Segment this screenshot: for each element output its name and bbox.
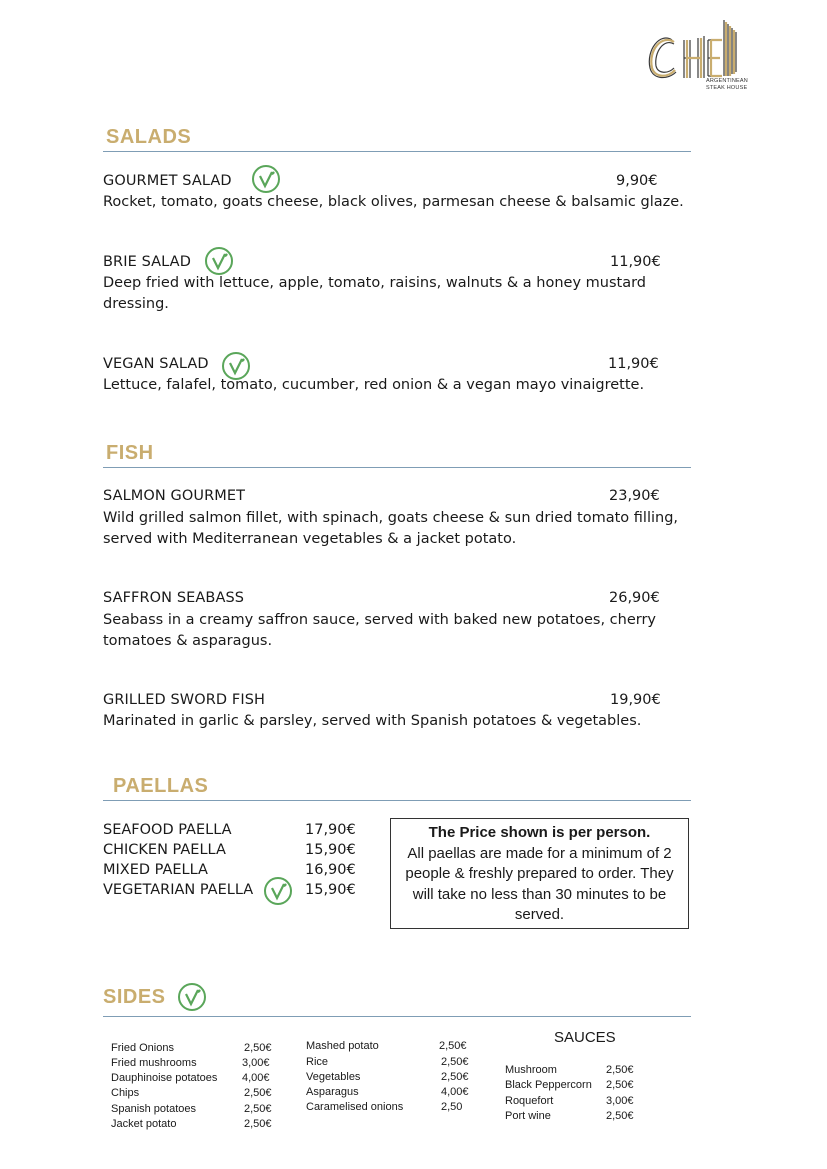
- sauce-price: 2,50€: [606, 1110, 634, 1122]
- side-name: Spanish potatoes: [111, 1103, 197, 1115]
- logo-subtitle: [706, 78, 748, 92]
- paella-notice-heading: The Price shown is per person.: [428, 824, 651, 841]
- section-title-paellas: PAELLAS: [113, 775, 209, 797]
- section-divider: [103, 1016, 691, 1017]
- sauce-price: 3,00€: [606, 1095, 634, 1107]
- sauces-title: SAUCES: [554, 1029, 616, 1046]
- menu-item-name: SALMON GOURMET: [103, 488, 246, 504]
- menu-item-price: 26,90€: [609, 590, 660, 606]
- paella-name: SEAFOOD PAELLA: [103, 822, 232, 838]
- menu-item-price: 11,90€: [608, 356, 659, 372]
- side-price: 2,50€: [244, 1103, 272, 1115]
- paella-name: CHICKEN PAELLA: [103, 842, 226, 858]
- paella-name: MIXED PAELLA: [103, 862, 208, 878]
- menu-item-description: Marinated in garlic & parsley, served with Spanish potatoes & vegetables.: [103, 713, 642, 729]
- menu-item-name: BRIE SALAD: [103, 254, 191, 270]
- sauce-name: Mushroom: [505, 1064, 557, 1076]
- section-divider: [103, 800, 691, 801]
- side-price: 4,00€: [441, 1086, 469, 1098]
- paella-price: 17,90€: [305, 822, 356, 838]
- side-price: 4,00€: [242, 1072, 270, 1084]
- sauce-price: 2,50€: [606, 1064, 634, 1076]
- menu-item-description: Rocket, tomato, goats cheese, black olives, parmesan cheese & balsamic glaze.: [103, 194, 684, 210]
- section-title-fish: FISH: [106, 442, 154, 464]
- paella-name: VEGETARIAN PAELLA: [103, 882, 254, 898]
- menu-item-description: Deep fried with lettuce, apple, tomato, raisins, walnuts & a honey mustard dressing.: [103, 275, 646, 312]
- side-name: Rice: [306, 1056, 329, 1068]
- side-name: Vegetables: [306, 1071, 361, 1083]
- paella-price: 16,90€: [305, 862, 356, 878]
- side-name: Chips: [111, 1087, 140, 1099]
- paella-price: 15,90€: [305, 882, 356, 898]
- menu-item-name: VEGAN SALAD: [103, 356, 209, 372]
- side-name: Mashed potato: [306, 1040, 379, 1052]
- logo-subtitle-line2: STEAK HOUSE: [706, 85, 748, 91]
- side-price: 2,50€: [439, 1040, 467, 1052]
- menu-item-price: 11,90€: [610, 254, 661, 270]
- side-price: 2,50€: [441, 1071, 469, 1083]
- menu-item-name: GRILLED SWORD FISH: [103, 692, 266, 708]
- paella-notice-box: [390, 818, 689, 929]
- sauce-name: Port wine: [505, 1110, 551, 1122]
- side-price: 2,50€: [244, 1042, 272, 1054]
- side-price: 2,50€: [244, 1087, 272, 1099]
- side-price: 3,00€: [242, 1057, 270, 1069]
- side-price: 2,50€: [441, 1056, 469, 1068]
- sauce-name: Black Peppercorn: [505, 1079, 592, 1091]
- side-name: Asparagus: [306, 1086, 359, 1098]
- vegetarian-icon: [204, 246, 234, 276]
- menu-item-description: Seabass in a creamy saffron sauce, served with baked new potatoes, cherry tomatoes & asparagus.: [103, 612, 656, 649]
- menu-item-price: 9,90€: [616, 173, 658, 189]
- side-price: 2,50: [441, 1101, 463, 1113]
- menu-item-description: Wild grilled salmon fillet, with spinach, goats cheese & sun dried tomato filling, served with Mediterranean vegetables & a jacket potato.: [103, 510, 679, 547]
- paella-notice-text: All paellas are made for a minimum of 2 people & freshly prepared to order. They will take no less than 30 minutes to be served.: [405, 844, 674, 923]
- paella-price: 15,90€: [305, 842, 356, 858]
- section-title-sides: SIDES: [103, 986, 166, 1008]
- menu-item-description: Lettuce, falafel, tomato, cucumber, red onion & a vegan mayo vinaigrette.: [103, 377, 645, 393]
- vegetarian-icon: [251, 164, 281, 194]
- side-name: Dauphinoise potatoes: [111, 1072, 218, 1084]
- section-title-salads: SALADS: [106, 126, 192, 148]
- side-name: Jacket potato: [111, 1118, 177, 1130]
- logo-subtitle-line1: ARGENTINEAN: [706, 78, 748, 84]
- section-divider: [103, 467, 691, 468]
- section-divider: [103, 151, 691, 152]
- side-price: 2,50€: [244, 1118, 272, 1130]
- sauce-name: Roquefort: [505, 1095, 554, 1107]
- sauce-price: 2,50€: [606, 1079, 634, 1091]
- menu-item-name: GOURMET SALAD: [103, 173, 232, 189]
- menu-item-price: 23,90€: [609, 488, 660, 504]
- side-name: Fried Onions: [111, 1042, 174, 1054]
- side-name: Fried mushrooms: [111, 1057, 197, 1069]
- menu-item-price: 19,90€: [610, 692, 661, 708]
- vegetarian-icon: [177, 982, 207, 1012]
- side-name: Caramelised onions: [306, 1101, 404, 1113]
- menu-item-name: SAFFRON SEABASS: [103, 590, 245, 606]
- vegetarian-icon: [263, 876, 293, 906]
